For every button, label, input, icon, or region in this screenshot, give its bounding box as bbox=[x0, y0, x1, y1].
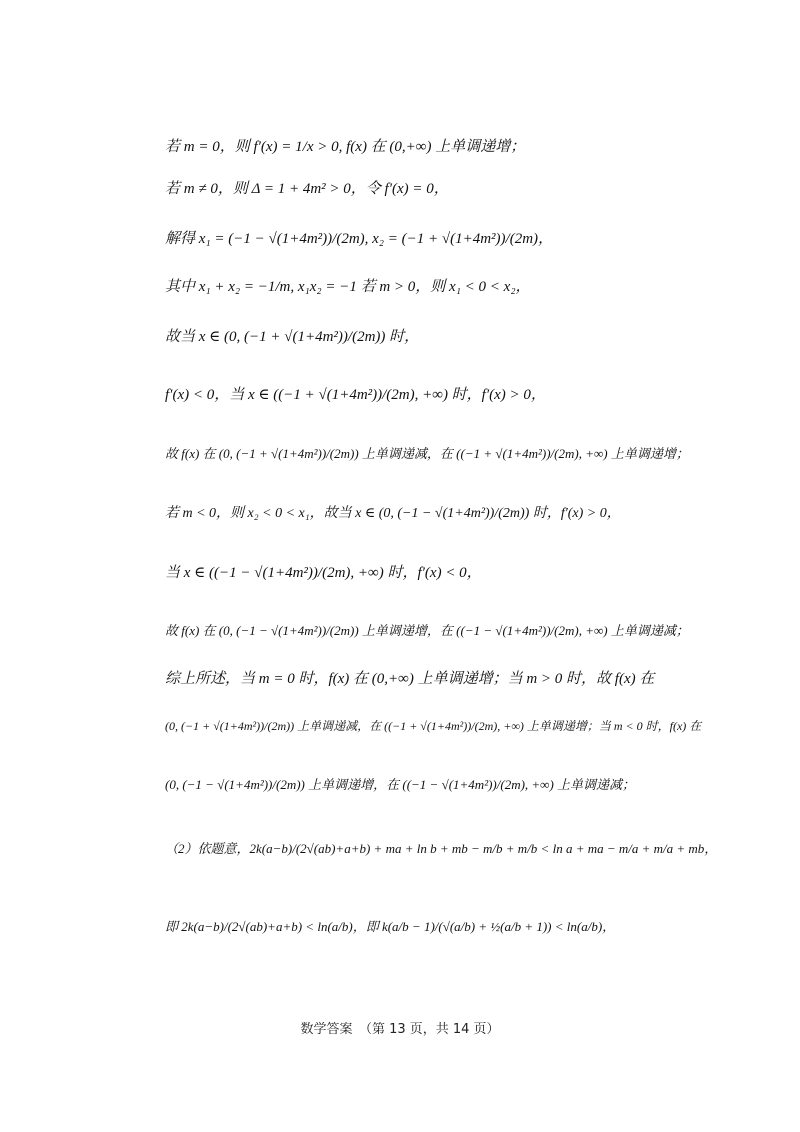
line-5: 故当 x ∈ (0, (−1 + √(1+4m²))/(2m)) 时， bbox=[165, 329, 420, 345]
line-7: 故 f(x) 在 (0, (−1 + √(1+4m²))/(2m)) 上单调递减，在 ((−1 + √(1+4m²))/(2m), +∞) 上单调递增； bbox=[165, 446, 689, 461]
line-8: 若 m < 0，则 x₂ < 0 < x₁，故当 x ∈ (0, (−1 − √(1+4m²))/(2m)) 时，f′(x) > 0， bbox=[165, 506, 621, 521]
page-footer: 数学答案 （第 13 页，共 14 页） bbox=[300, 1022, 500, 1037]
line-14: （2）依题意，2k(a−b)/(2√(ab)+a+b) + ma + ln b + mb − m/b + m/b < ln a + ma − m/a + m/a + mb， bbox=[165, 841, 718, 856]
line-4: 其中 x₁ + x₂ = −1/m, x₁x₂ = −1 若 m > 0，则 x₁ < 0 < x₂， bbox=[165, 279, 531, 295]
line-1: 若 m = 0，则 f′(x) = 1/x > 0, f(x) 在 (0,+∞) 上单调递增； bbox=[165, 139, 526, 155]
line-10: 故 f(x) 在 (0, (−1 − √(1+4m²))/(2m)) 上单调递增，在 ((−1 − √(1+4m²))/(2m), +∞) 上单调递减； bbox=[165, 623, 689, 638]
line-9: 当 x ∈ ((−1 − √(1+4m²))/(2m), +∞) 时，f′(x) < 0， bbox=[165, 565, 482, 581]
line-11: 综上所述，当 m = 0 时，f(x) 在 (0,+∞) 上单调递增；当 m > 0 时，故 f(x) 在 bbox=[165, 671, 655, 687]
line-15: 即 2k(a−b)/(2√(ab)+a+b) < ln(a/b)，即 k(a/b − 1)/(√(a/b) + ½(a/b + 1)) < ln(a/b)， bbox=[165, 919, 616, 934]
line-6: f′(x) < 0，当 x ∈ ((−1 + √(1+4m²))/(2m), +∞) 时，f′(x) > 0， bbox=[165, 387, 546, 403]
line-2: 若 m ≠ 0，则 Δ = 1 + 4m² > 0，令 f′(x) = 0， bbox=[165, 181, 449, 197]
line-3: 解得 x₁ = (−1 − √(1+4m²))/(2m), x₂ = (−1 + √(1+4m²))/(2m)， bbox=[165, 231, 554, 247]
line-12: (0, (−1 + √(1+4m²))/(2m)) 上单调递减，在 ((−1 + √(1+4m²))/(2m), +∞) 上单调递增；当 m < 0 时，f(x) 在 bbox=[165, 719, 702, 733]
line-13: (0, (−1 − √(1+4m²))/(2m)) 上单调递增，在 ((−1 − √(1+4m²))/(2m), +∞) 上单调递减； bbox=[165, 777, 636, 792]
